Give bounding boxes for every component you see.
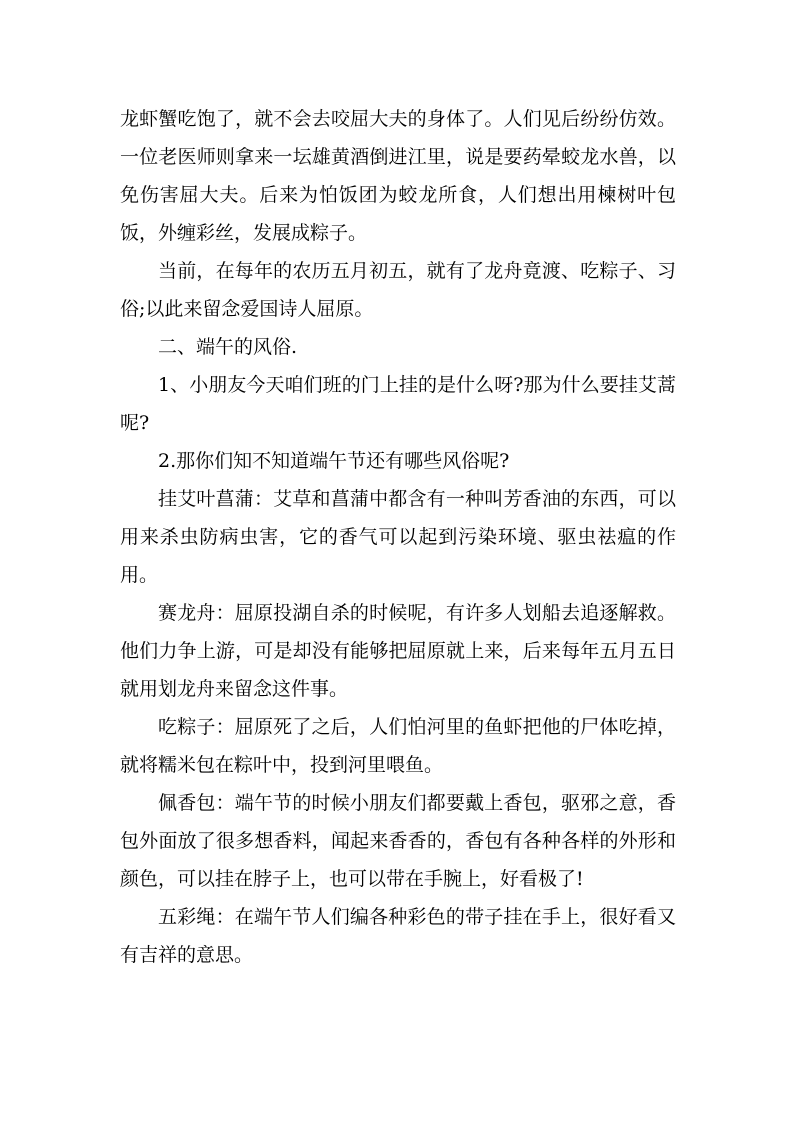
paragraph-continuation: 龙虾蟹吃饱了，就不会去咬屈大夫的身体了。人们见后纷纷仿效。一位老医师则拿来一坛雄黄酒倒进江里，说是要药晕蛟龙水兽，以免伤害屈大夫。后来为怕饭团为蛟龙所食，人们想出用楝树叶包饭，外缠彩丝，发展成粽子。 — [120, 108, 676, 244]
question-2: 2.那你们知不知道端午节还有哪些风俗呢? — [158, 450, 510, 472]
document-body — [120, 100, 676, 974]
paragraph-colored-rope: 五彩绳：在端午节人们编各种彩色的带子挂在手上，很好看又有吉祥的意思。 — [120, 906, 676, 966]
question-1: 1、小朋友今天咱们班的门上挂的是什么呀?那为什么要挂艾蒿呢? — [120, 374, 676, 434]
paragraph-dragon-boat-race: 赛龙舟：屈原投湖自杀的时候呢，有许多人划船去追逐解救。他们力争上游，可是却没有能够把屈原就上来，后来每年五月五日就用划龙舟来留念这件事。 — [120, 602, 676, 700]
paragraph-dragon-boat-custom: 当前，在每年的农历五月初五，就有了龙舟竟渡、吃粽子、习俗;以此来留念爱国诗人屈原。 — [120, 260, 676, 320]
paragraph-hang-mugwort: 挂艾叶菖蒲：艾草和菖蒲中都含有一种叫芳香油的东西，可以用来杀虫防病虫害，它的香气可以起到污染环境、驱虫祛瘟的作用。 — [120, 488, 676, 586]
section-heading-customs: 二、端午的风俗. — [158, 336, 298, 358]
paragraph-eat-zongzi: 吃粽子：屈原死了之后，人们怕河里的鱼虾把他的尸体吃掉，就将糯米包在粽叶中，投到河里喂鱼。 — [120, 716, 676, 776]
paragraph-sachet: 佩香包：端午节的时候小朋友们都要戴上香包，驱邪之意，香包外面放了很多想香料，闻起来香香的，香包有各种各样的外形和颜色，可以挂在脖子上，也可以带在手腕上，好看极了! — [120, 792, 676, 890]
